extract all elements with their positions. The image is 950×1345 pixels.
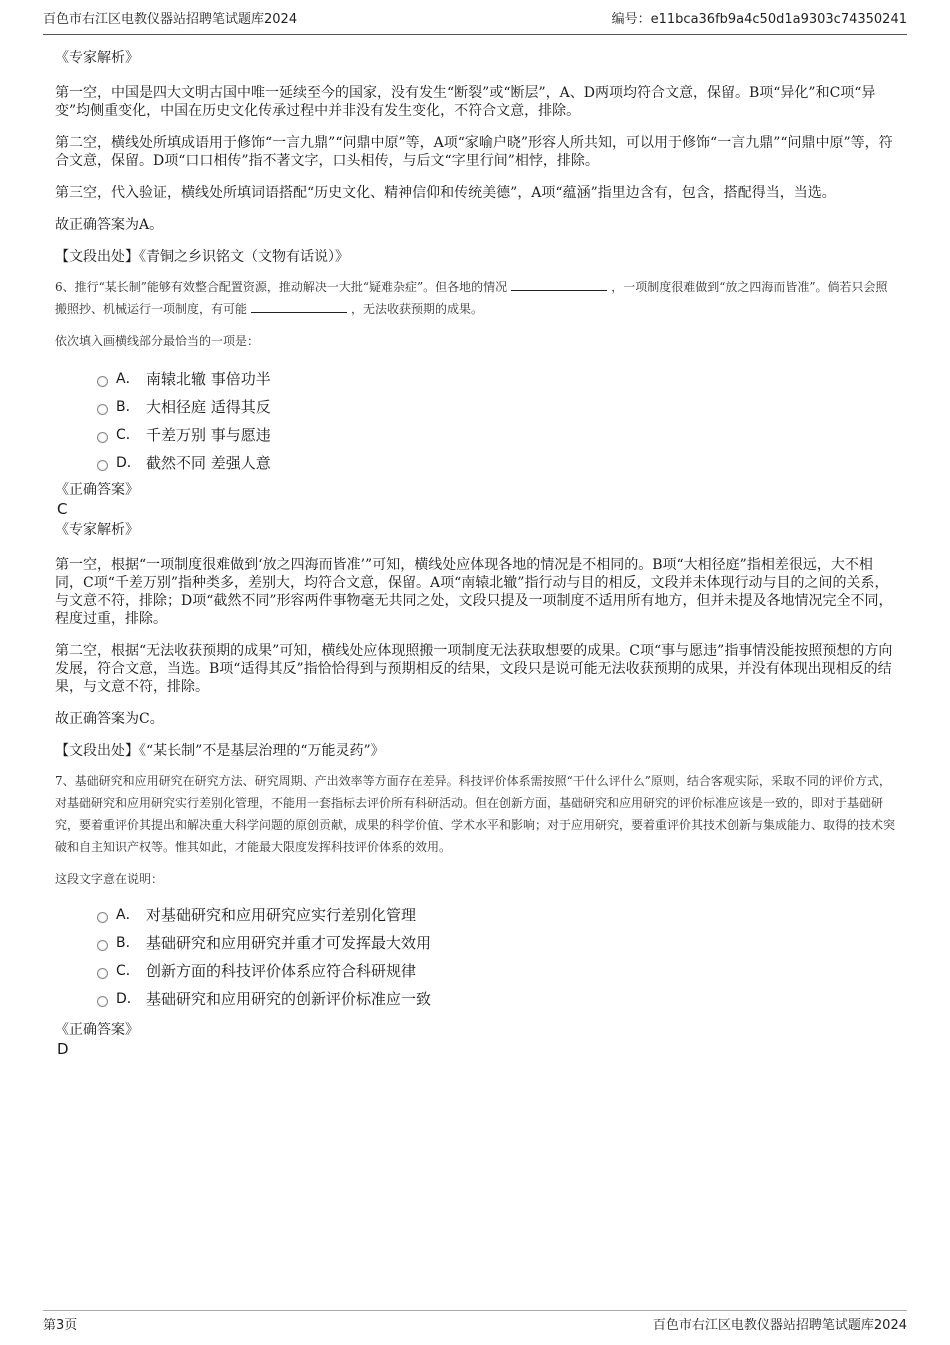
- q6-answer: C: [57, 500, 68, 518]
- q6-option-d[interactable]: [97, 448, 895, 476]
- q6-option-a[interactable]: [97, 364, 895, 392]
- option-letter: A．: [116, 907, 140, 923]
- option-text: 基础研究和应用研究的创新评价标准应一致: [146, 989, 432, 1008]
- q5-analysis-title: 《专家解析》: [55, 50, 139, 66]
- q6-stem-part3: ，无法收获预期的成果。: [351, 302, 484, 316]
- option-text: 对基础研究和应用研究应实行差别化管理: [146, 905, 417, 924]
- option-text: 基础研究和应用研究并重才可发挥最大效用: [146, 933, 432, 952]
- page-content: [55, 45, 895, 1058]
- option-text: 截然不同 差强人意: [146, 453, 271, 472]
- radio-icon[interactable]: [97, 432, 108, 443]
- option-letter: B．: [116, 935, 140, 951]
- q7-options: [97, 900, 895, 1012]
- q6-stem: [55, 276, 895, 320]
- q7-option-a[interactable]: [97, 900, 895, 928]
- page-header: [43, 8, 907, 35]
- q6-options: [97, 364, 895, 476]
- q6-conclusion: 故正确答案为C。: [55, 711, 164, 727]
- q7-option-d[interactable]: [97, 984, 895, 1012]
- q6-analysis-para1: 第一空，根据“一项制度很难做到‘放之四海而皆准’”可知，横线处应体现各地的情况是不相同的。B项“大相径庭”指相差很远，大不相同，C项“千差万别”指种类多，差别大，均符合文意，保留。A项“南辕北辙”指行动与目的相反，文段并未体现行动与目的之间的关系，与文意不符，排除；D项“截然不同”形容两件事物毫无共同之处，文段只提及一项制度不适用所有地方，但并未提及各地情况完全不同，程度过重，排除。: [55, 557, 893, 627]
- header-code: 编号：e11bca36fb9a4c50d1a9303c74350241: [611, 12, 907, 27]
- option-letter: A．: [116, 371, 140, 387]
- q5-source: 【文段出处】《青铜之乡识铭文（文物有话说）》: [55, 249, 349, 265]
- q7-prompt: 这段文字意在说明：: [55, 872, 164, 886]
- q7-answer: D: [57, 1040, 69, 1058]
- q6-stem-part2: ，一项制度很难做到“放之四海而皆准”。倘若只会照搬照抄、机械运行一项制度，有可能: [55, 280, 888, 316]
- q5-analysis-para2: 第二空，横线处所填成语用于修饰“一言九鼎”“问鼎中原”等，A项“家喻户晓”形容人所共知，可以用于修饰“一言九鼎”“问鼎中原”等，符合文意，保留。D项“口口相传”指不著文字，口头相传，与后文“字里行间”相悖，排除。: [55, 135, 893, 169]
- option-letter: B．: [116, 399, 140, 415]
- q7-stem: 7、基础研究和应用研究在研究方法、研究周期、产出效率等方面存在差异。科技评价体系需按照“干什么评什么”原则，结合客观实际，采取不同的评价方式，对基础研究和应用研究实行差别化管理，不能用一套指标去评价所有科研活动。但在创新方面，基础研究和应用研究的评价标准应该是一致的，即对于基础研究，要着重评价其提出和解决重大科学问题的原创贡献，成果的科学价值、学术水平和影响；对于应用研究，要着重评价其技术创新与集成能力、取得的技术突破和自主知识产权等。惟其如此，才能最大限度发挥科技评价体系的效用。: [55, 774, 896, 854]
- q6-prompt: 依次填入画横线部分最恰当的一项是：: [55, 334, 260, 348]
- radio-icon[interactable]: [97, 404, 108, 415]
- option-letter: C．: [116, 963, 140, 979]
- q7-option-c[interactable]: [97, 956, 895, 984]
- page-footer: [43, 1310, 907, 1333]
- q6-analysis-para2: 第二空，根据“无法收获预期的成果”可知，横线处应体现照搬一项制度无法获取想要的成果。C项“事与愿违”指事情没能按照预想的方向发展，符合文意，当选。B项“适得其反”指恰恰得到与预期相反的结果，文段只是说可能无法收获预期的成果，并没有体现出现相反的结果，与文意不符，排除。: [55, 643, 893, 695]
- radio-icon[interactable]: [97, 460, 108, 471]
- option-letter: D．: [116, 455, 141, 471]
- q6-answer-title: 《正确答案》: [55, 482, 139, 498]
- option-text: 千差万别 事与愿违: [146, 425, 271, 444]
- q5-conclusion: 故正确答案为A。: [55, 217, 164, 233]
- radio-icon[interactable]: [97, 996, 108, 1007]
- q7-option-b[interactable]: [97, 928, 895, 956]
- q6-analysis-title: 《专家解析》: [55, 522, 139, 538]
- q5-analysis-para1: 第一空，中国是四大文明古国中唯一延续至今的国家，没有发生“断裂”或“断层”，A、D两项均符合文意，保留。B项“异化”和C项“异变”均侧重变化，中国在历史文化传承过程中并非没有发生变化，不符合文意，排除。: [55, 85, 876, 119]
- radio-icon[interactable]: [97, 940, 108, 951]
- q7-answer-title: 《正确答案》: [55, 1022, 139, 1038]
- option-text: 南辕北辙 事倍功半: [146, 369, 271, 388]
- radio-icon[interactable]: [97, 376, 108, 387]
- q5-analysis-para3: 第三空，代入验证，横线处所填词语搭配“历史文化、精神信仰和传统美德”，A项“蕴涵”指里边含有，包含，搭配得当，当选。: [55, 185, 836, 201]
- radio-icon[interactable]: [97, 912, 108, 923]
- option-letter: C．: [116, 427, 140, 443]
- radio-icon[interactable]: [97, 968, 108, 979]
- q6-blank-2: [251, 300, 347, 313]
- q6-blank-1: [511, 278, 607, 291]
- option-text: 大相径庭 适得其反: [146, 397, 271, 416]
- footer-title: 百色市右江区电教仪器站招聘笔试题库2024: [652, 1318, 907, 1333]
- option-text: 创新方面的科技评价体系应符合科研规律: [146, 961, 417, 980]
- option-letter: D．: [116, 991, 141, 1007]
- q6-source: 【文段出处】《“某长制”不是基层治理的“万能灵药”》: [55, 743, 385, 759]
- q6-stem-part1: 6、推行“某长制”能够有效整合配置资源，推动解决一大批“疑难杂症”。但各地的情况: [55, 280, 508, 294]
- q6-option-c[interactable]: [97, 420, 895, 448]
- footer-page-number: 第3页: [43, 1318, 78, 1333]
- header-title: 百色市右江区电教仪器站招聘笔试题库2024: [43, 12, 298, 27]
- q6-option-b[interactable]: [97, 392, 895, 420]
